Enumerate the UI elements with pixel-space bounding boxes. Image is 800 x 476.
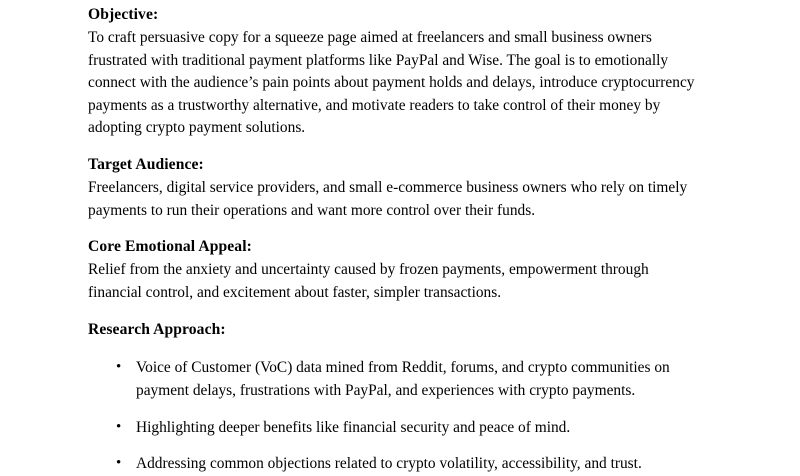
section-heading-target-audience: Target Audience: <box>88 156 204 174</box>
spacer <box>88 222 704 236</box>
section-paragraph-objective: To craft persuasive copy for a squeeze page aimed at freelancers and small business owners frustrated with traditional payment platforms like PayPal and Wise. The goal is to emotionally connect with the audience’s pain points about payment holds and delays, introduce cryptocurrency payments as a trustworthy alternative, and motivate readers to take control of their money by adopting crypto payment solutions. <box>88 28 695 137</box>
list-item: • Highlighting deeper benefits like financial security and peace of mind. <box>88 417 704 440</box>
section-heading-objective: Objective: <box>88 6 159 23</box>
spacer <box>88 341 704 355</box>
section-heading-research-approach: Research Approach: <box>88 320 226 338</box>
section-objective <box>88 4 704 140</box>
section-paragraph-target-audience: Freelancers, digital service providers, and small e-commerce business owners who rely on timely payments to run their operations and want more control over their funds. <box>88 179 688 219</box>
section-paragraph-core-emotional-appeal: Relief from the anxiety and uncertainty caused by frozen payments, empowerment through financial control, and excitement about faster, simpler transactions. <box>88 261 649 301</box>
document-body <box>88 4 704 476</box>
list-item: • Voice of Customer (VoC) data mined from Reddit, forums, and crypto communities on payment delays, frustrations with PayPal, and experiences with crypto payments. <box>88 357 704 402</box>
spacer <box>88 140 704 154</box>
section-target-audience <box>88 154 704 222</box>
list-item: • Addressing common objections related to crypto volatility, accessibility, and trust. <box>88 453 704 476</box>
spacer <box>88 305 704 319</box>
section-research-approach <box>88 319 704 342</box>
section-heading-core-emotional-appeal: Core Emotional Appeal: <box>88 238 252 256</box>
research-approach-bullet-list <box>88 357 704 476</box>
section-core-emotional-appeal <box>88 236 704 304</box>
